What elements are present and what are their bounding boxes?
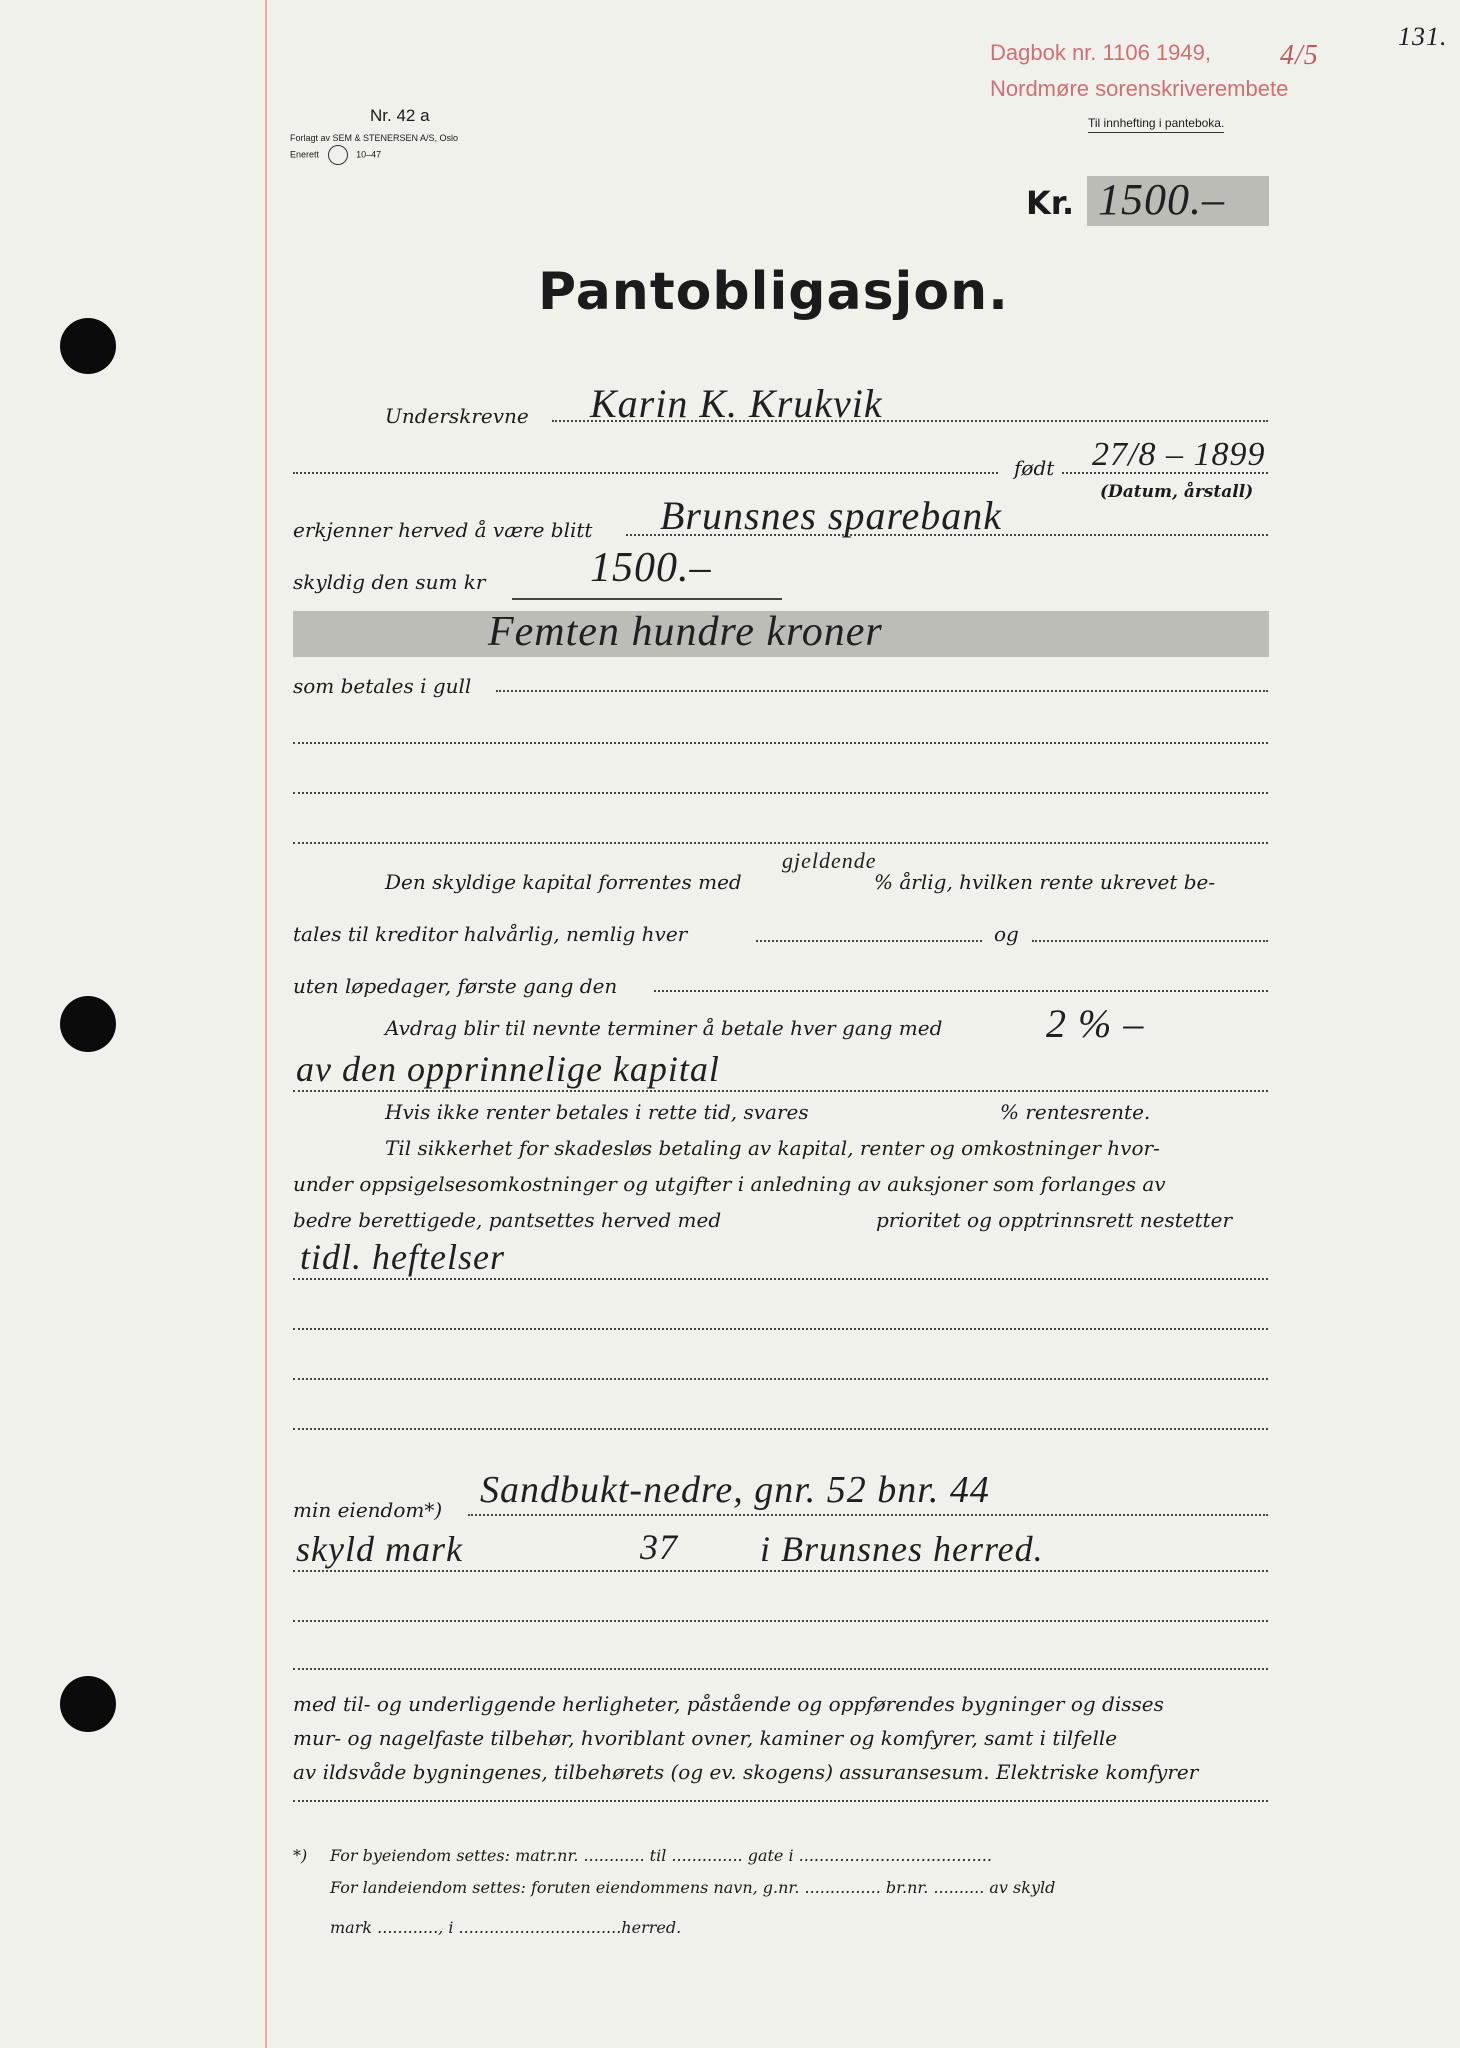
publisher-line2: Enerett [290,149,320,160]
creditor-label: erkjenner herved å være blitt [293,518,593,542]
publisher-line1: Forlagt av SEM & STENERSEN A/S, Oslo [290,133,459,143]
undersigned-label: Underskrevne [385,404,529,428]
punch-hole [60,1676,116,1732]
creditor-value: Brunsnes sparebank [660,493,1003,538]
blank-line [293,1428,1268,1430]
blank-line [293,792,1268,794]
punch-hole [60,318,116,374]
blank-line [293,1278,1268,1280]
footnote-line3: mark ............, i ................................herred. [330,1918,682,1937]
page-number: 131. [1398,22,1448,51]
margin-rule [265,0,267,2048]
punch-hole [60,996,116,1052]
property-value2-c: i Brunsnes herred. [760,1529,1044,1569]
blank-line [293,1800,1268,1802]
blank-line [293,1378,1268,1380]
publisher-logo-icon [328,145,348,165]
clause-line1: med til- og underliggende herligheter, påstående og oppførendes bygninger og disses [293,1692,1164,1716]
born-value: 27/8 – 1899 [1092,436,1266,473]
security-handwritten: tidl. heftelser [300,1237,505,1277]
interest-rate: gjeldende [782,848,877,873]
default-rate-b: % rentesrente. [1000,1100,1151,1124]
property-label: min eiendom*) [293,1498,443,1522]
sum-words: Femten hundre kroner [488,609,883,655]
publisher-block [290,106,458,165]
installment-text: Avdrag blir til nevnte terminer å betale hver gang med [385,1016,943,1040]
security-line2: under oppsigelsesomkostninger og utgifter i anledning av auksjoner som forlanges av [293,1172,1166,1196]
born-hint: (Datum, årstall) [1100,482,1254,502]
blank-line [293,842,1268,844]
kr-label: Kr. [1026,184,1075,222]
sum-line [512,598,782,600]
registration-note: Til innhefting i panteboka. [1088,116,1224,133]
security-line3-b: prioritet og opptrinnsrett nestetter [876,1208,1233,1232]
interest-text-a: Den skyldige kapital forrentes med [385,870,742,894]
security-line1: Til sikkerhet for skadesløs betaling av kapital, renter og omkostninger hvor- [385,1136,1160,1160]
document-title: Pantobligasjon. [538,262,1009,322]
born-left-line [293,472,998,474]
interest-line3: uten løpedager, første gang den [293,974,618,998]
born-label: født [1014,456,1055,480]
form-number: Nr. 42 a [370,106,430,125]
gold-line [496,690,1268,692]
gold-label: som betales i gull [293,674,472,698]
property-value1: Sandbukt-nedre, gnr. 52 bnr. 44 [480,1469,990,1511]
security-line3-a: bedre berettigede, pantsettes herved med [293,1208,722,1232]
clause-line2: mur- og nagelfaste tilbehør, hvoriblant ovner, kaminer og komfyrer, samt i tilfelle [293,1726,1118,1750]
footnote-line2: For landeiendom settes: foruten eiendommens navn, g.nr. ............... br.nr. .......... av skyld [330,1878,1056,1897]
footnote-line1: For byeiendom settes: matr.nr. ............ til .............. gate i ...................................... [330,1846,992,1865]
kr-amount: 1500.– [1098,175,1225,224]
installment-value: 2 % – [1046,1001,1145,1046]
default-rate-a: Hvis ikke renter betales i rette tid, svares [385,1100,809,1124]
property-line2 [293,1570,1268,1572]
publisher-date: 10–47 [356,149,382,160]
property-value2-a: skyld mark [296,1529,463,1569]
blank-line [293,1328,1268,1330]
registry-stamp-line2: Nordmøre sorenskriverembete [990,76,1289,101]
interest-line2-b: og [994,922,1019,946]
registry-date: 4/5 [1280,40,1319,71]
installment-line [293,1090,1268,1092]
blank-line [293,742,1268,744]
first-date-line [654,990,1268,992]
interest-period-line2 [1032,940,1268,942]
footnote-marker: *) [293,1846,308,1865]
interest-period-line [756,940,982,942]
interest-line2-a: tales til kreditor halvårlig, nemlig hver [293,922,688,946]
blank-line [293,1620,1268,1622]
property-line [468,1514,1268,1516]
interest-text-b: % årlig, hvilken rente ukrevet be- [874,870,1216,894]
registry-stamp-line1: Dagbok nr. 1106 1949, [990,40,1211,65]
property-value2-b: 37 [640,1527,678,1567]
undersigned-value: Karin K. Krukvik [590,381,883,426]
sum-value: 1500.– [590,545,712,591]
blank-line [293,1668,1268,1670]
sum-label: skyldig den sum kr [293,570,486,594]
installment-line2: av den opprinnelige kapital [296,1049,720,1089]
clause-line3: av ildsvåde bygningenes, tilbehørets (og ev. skogens) assuransesum. Elektriske komfyrer [293,1760,1199,1784]
